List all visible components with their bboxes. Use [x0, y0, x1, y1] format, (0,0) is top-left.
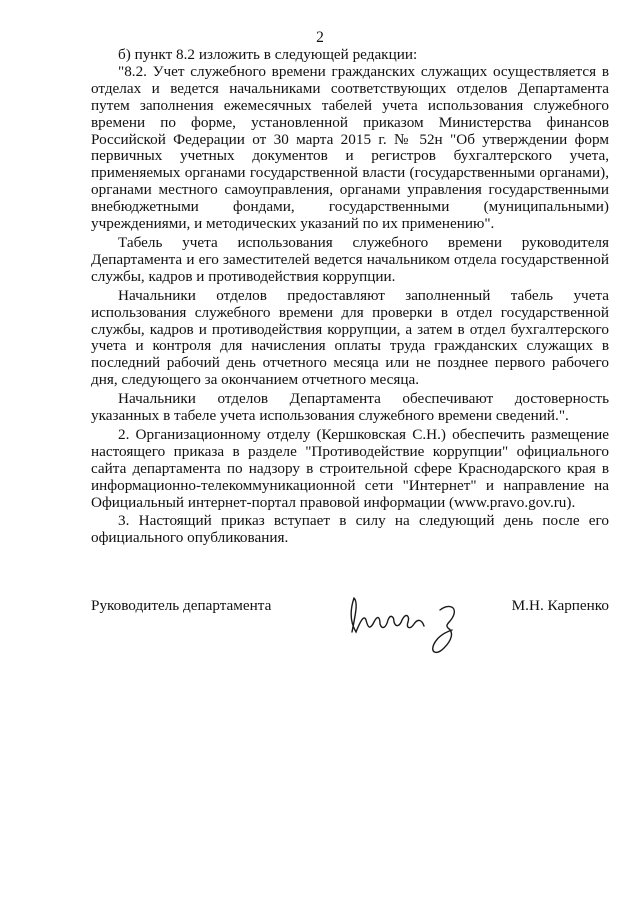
- signature-block: [91, 592, 609, 672]
- signatory-title: Руководитель департамента: [91, 597, 272, 614]
- paragraph-clause-8-2: "8.2. Учет служебного времени гражданских служащих осуществляется в отделах и ведется начальниками соответствующих отделов Департамента путем заполнения ежемесячных табелей учета использования служебного времени по форме, установленной приказом Министерства финансов Российской Федерации от 30 марта 2015 г. № 52н "Об утверждении форм первичных учетных документов и регистров бухгалтерского учета, применяемых органами государственной власти (государственными органами), органами местного самоуправления, органами управления государственными внебюджетными фондами, государственными (муниципальными) учреждениями, и методических указаний по их применению".: [91, 62, 609, 233]
- paragraph-head-timesheet: Табель учета использования служебного времени руководителя Департамента и его заместителей ведется начальником отдела государственной службы, кадров и противодействия коррупции.: [91, 233, 609, 285]
- signatory-name: М.Н. Карпенко: [511, 597, 609, 614]
- document-body: [91, 47, 609, 547]
- paragraph-accuracy: Начальники отделов Департамента обеспечивают достоверность указанных в табеле учета использования служебного времени сведений.".: [91, 390, 609, 425]
- paragraph-publication: 2. Организационному отделу (Кершковская С.Н.) обеспечить размещение настоящего приказа в разделе "Противодействие коррупции" официального сайта департамента по надзору в строительной сфере Краснодарского края в информационно-телекоммуникационной сети "Интернет" и направление на Официальный интернет-портал правовой информации (www.pravo.gov.ru).: [91, 425, 609, 511]
- paragraph-effective-date: 3. Настоящий приказ вступает в силу на следующий день после его официального опубликования.: [91, 512, 609, 547]
- handwritten-signature: [344, 592, 474, 662]
- page-number: 2: [316, 29, 324, 46]
- paragraph-department-heads: Начальники отделов предоставляют заполненный табель учета использования служебного времени для проверки в отдел государственной службы, кадров и противодействия коррупции, а затем в отдел бухгалтерского учета и контроля для начисления оплаты труда гражданских служащих в последний рабочий день отчетного месяца или не позднее первого рабочего дня, следующего за окончанием отчетного месяца.: [91, 286, 609, 389]
- paragraph-amendment-intro: б) пункт 8.2 изложить в следующей редакции:: [118, 46, 418, 63]
